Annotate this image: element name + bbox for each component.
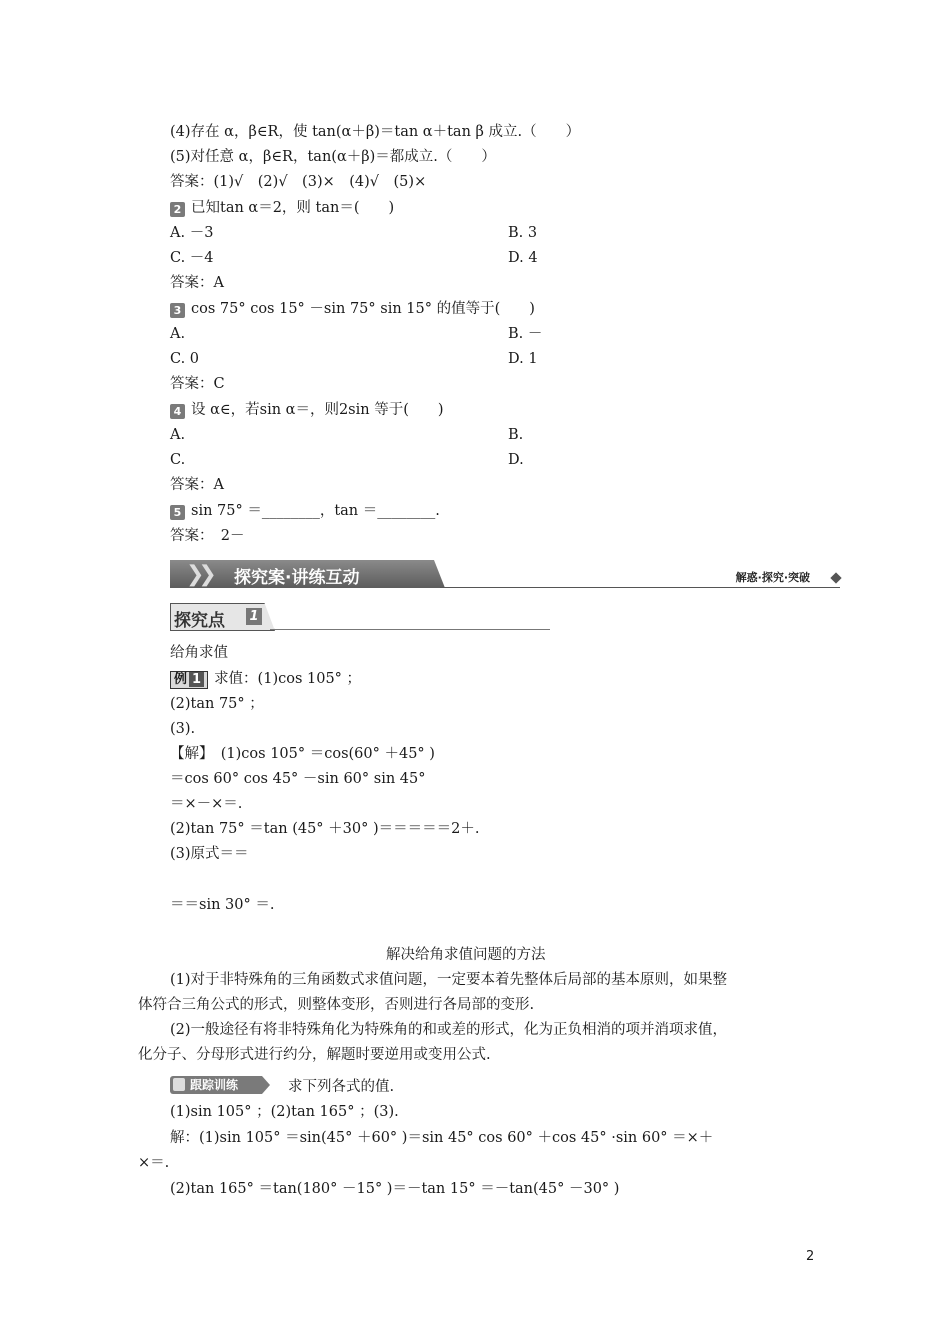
probe-label: 探究点	[174, 611, 225, 631]
answer-3: 答案：C	[170, 376, 225, 392]
question-5	[170, 501, 440, 521]
option-a: A.	[170, 326, 186, 342]
example-line: (2)tan 75° ；	[170, 696, 264, 712]
option-a: A. －3	[170, 225, 214, 241]
question-stem: 已知tan α＝2，则 tan＝( )	[191, 200, 395, 216]
section-title: 给角求值	[170, 645, 228, 661]
option-d: D.	[508, 452, 524, 468]
example-tag-label: 例	[174, 672, 188, 687]
notebook-icon	[173, 1078, 185, 1091]
banner-title: 探究案·讲练互动	[234, 568, 360, 588]
example-1-line-1	[170, 669, 361, 689]
answer-2: 答案：A	[170, 275, 224, 291]
option-b: B. －	[508, 326, 543, 342]
tracking-line: (2)tan 165° ＝tan(180° －15° )＝－tan 15° ＝－tan(45° －30° )	[170, 1181, 620, 1197]
statement-4: (4)存在 α，β∈R，使 tan(α＋β)＝tan α＋tan β 成立.（ ）	[170, 124, 581, 140]
statement-5: (5)对任意 α，β∈R，tan(α＋β)＝都成立.（ ）	[170, 149, 496, 165]
banner-subtitle: 解惑·探究·突破	[735, 571, 810, 584]
solution-line: ＝＝sin 30° ＝.	[170, 897, 275, 913]
question-stem: sin 75° ＝________，tan ＝________.	[191, 503, 440, 519]
method-paragraph-1-cont: 体符合三角公式的形式，则整体变形，否则进行各局部的变形.	[138, 997, 535, 1013]
solution-line: (3)原式＝＝	[170, 846, 249, 862]
answer-4: 答案：A	[170, 477, 224, 493]
probe-heading	[170, 603, 550, 631]
example-text: 求值：(1)cos 105° ；	[214, 671, 362, 687]
method-paragraph-1: (1)对于非特殊角的三角函数式求值问题，一定要本着先整体后局部的基本原则，如果整	[170, 972, 728, 988]
section-banner	[170, 560, 840, 590]
tracking-label: 跟踪训练	[190, 1078, 239, 1092]
answer-5: 答案： 2－	[170, 528, 245, 544]
question-stem: 设 α∈，若sin α＝，则2sin 等于( )	[191, 402, 444, 418]
probe-rule	[270, 629, 550, 630]
tracking-prompt: 求下列各式的值.	[288, 1079, 395, 1095]
option-b: B.	[508, 427, 524, 443]
method-paragraph-2-cont: 化分子、分母形式进行约分，解题时要逆用或变用公式.	[138, 1047, 491, 1063]
probe-number: 1	[246, 608, 262, 625]
diamond-icon	[830, 572, 841, 583]
solution-line: ＝cos 60° cos 45° －sin 60° sin 45°	[170, 771, 426, 787]
solution-line: ＝×－×＝.	[170, 796, 243, 812]
solution-line: 【解】 (1)cos 105° ＝cos(60° ＋45° )	[170, 746, 435, 762]
method-title: 解决给角求值问题的方法	[386, 947, 546, 963]
tracking-heading	[170, 1076, 394, 1097]
chevron-icon: ❯❯	[186, 562, 211, 587]
example-tag	[170, 671, 208, 689]
example-line: (3).	[170, 721, 196, 737]
tracking-line: 解：(1)sin 105° ＝sin(45° ＋60° )＝sin 45° cos 60° ＋cos 45° ·sin 60° ＝×＋	[170, 1130, 714, 1146]
question-number: 3	[170, 303, 185, 318]
question-4	[170, 400, 444, 420]
solution-line: (2)tan 75° ＝tan (45° ＋30° )＝＝＝＝＝2＋.	[170, 821, 480, 837]
option-a: A.	[170, 427, 186, 443]
option-b: B. 3	[508, 225, 538, 241]
question-number: 2	[170, 202, 185, 217]
method-paragraph-2: (2)一般途径有将非特殊角化为特殊角的和或差的形式，化为正负相消的项并消项求值，	[170, 1022, 728, 1038]
banner-rule	[440, 587, 840, 588]
question-stem: cos 75° cos 15° －sin 75° sin 15° 的值等于( )	[191, 301, 535, 317]
tracking-line: ×＝.	[138, 1155, 170, 1171]
tracking-badge	[170, 1076, 266, 1094]
option-d: D. 1	[508, 351, 538, 367]
question-number: 4	[170, 404, 185, 419]
page-number: 2	[806, 1249, 815, 1264]
question-2	[170, 198, 394, 218]
question-3	[170, 299, 535, 319]
answer-1: 答案：(1)√ (2)√ (3)× (4)√ (5)×	[170, 174, 427, 190]
option-c: C. 0	[170, 351, 200, 367]
example-number: 1	[189, 672, 204, 687]
option-d: D. 4	[508, 250, 538, 266]
tracking-line: (1)sin 105° ；(2)tan 165° ；(3).	[170, 1104, 399, 1120]
option-c: C. －4	[170, 250, 214, 266]
option-c: C.	[170, 452, 186, 468]
question-number: 5	[170, 505, 185, 520]
